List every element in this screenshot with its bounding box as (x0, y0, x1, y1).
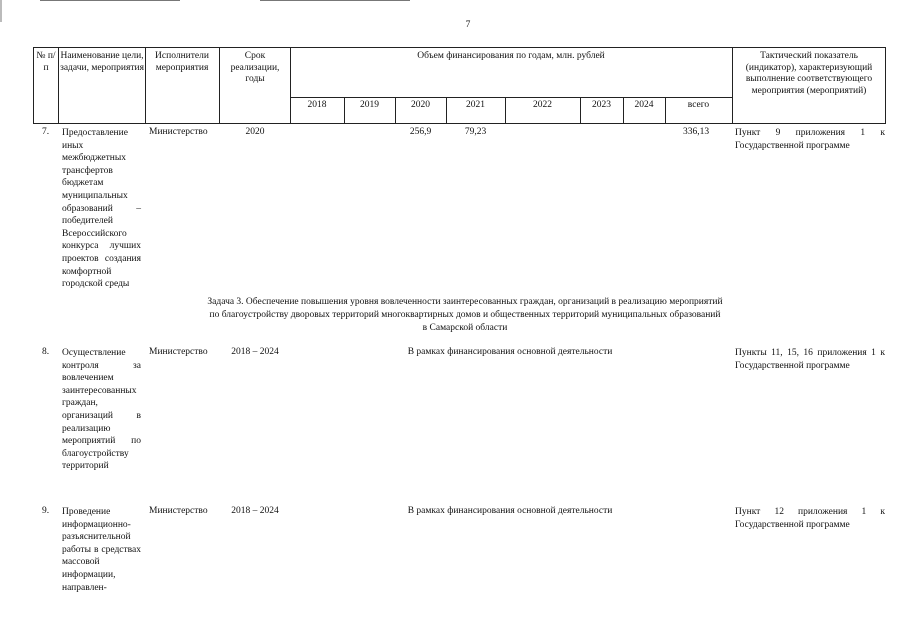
row-number: 7. (42, 127, 50, 137)
row-funding-note: В рамках финансирования основной деятельности (407, 347, 613, 357)
header-year-2019: 2019 (360, 100, 379, 110)
row-executor: Министерство (149, 506, 208, 516)
scan-artifact-line (0, 0, 2, 22)
scan-artifact-line (260, 0, 410, 1)
header-year-2024: 2024 (634, 100, 654, 110)
header-executors: Исполнители мероприятия (155, 51, 209, 73)
row-executor: Министерство (149, 127, 208, 137)
row-name: Осуществление контроля за вовлечением заинтересованных граждан, организаций в реализацию мероприятий по благоустройству территорий (62, 348, 141, 472)
header-year-2022: 2022 (533, 100, 552, 110)
header-year-total: всего (687, 100, 710, 110)
row-term: 2018 – 2024 (231, 506, 279, 516)
row-number: 8. (42, 347, 50, 357)
row-indicator: Пункт 9 приложения 1 к Государственной программе (735, 128, 885, 151)
header-year-2021: 2021 (466, 100, 485, 110)
page-number: 7 (465, 20, 471, 30)
row-number: 9. (42, 506, 50, 516)
row-executor: Министерство (149, 347, 208, 357)
task-heading-line: в Самарской области (422, 323, 508, 333)
task-heading-line: Задача 3. Обеспечение повышения уровня вовлеченности заинтересованных граждан, организаций в реализацию мероприятий (207, 297, 723, 307)
row-indicator: Пункт 12 приложения 1 к Государственной программе (735, 507, 885, 530)
row-term: 2018 – 2024 (231, 347, 279, 357)
row-term: 2020 (245, 127, 265, 137)
header-year-2023: 2023 (592, 100, 611, 110)
header-year-2018: 2018 (307, 100, 327, 110)
row-2021-value: 79,23 (464, 127, 487, 137)
row-total-value: 336,13 (683, 127, 710, 137)
header-name: Наименование цели, задачи, мероприятия (60, 51, 144, 73)
row-indicator: Пункты 11, 15, 16 приложения 1 к Государственной программе (735, 348, 885, 371)
header-year-2020: 2020 (411, 100, 430, 110)
row-2020-value: 256,9 (409, 127, 432, 137)
scan-artifact-line (40, 0, 180, 1)
task-heading-line: по благоустройству дворовых территорий многоквартирных домов и общественных территорий муниципальных образований (209, 310, 721, 320)
task-heading (120, 296, 810, 335)
row-name: Проведение информационно-разъяснительной работы в средствах массовой информации, направлен- (62, 507, 141, 593)
row-funding-note: В рамках финансирования основной деятельности (407, 506, 613, 516)
row-name: Предоставление иных межбюджетных трансфертов бюджетам муниципальных образований – победителей Всероссийского конкурса лучших проектов создания комфортной городской среды (62, 128, 141, 290)
header-term: Срок реализации, годы (230, 51, 280, 84)
header-num: № п/п (36, 51, 56, 73)
header-funding-title: Объем финансирования по годам, млн. рублей (417, 51, 605, 61)
header-indicator: Тактический показатель (индикатор), характеризующий выполнение соответствующего мероприятия (мероприятий) (745, 51, 873, 96)
